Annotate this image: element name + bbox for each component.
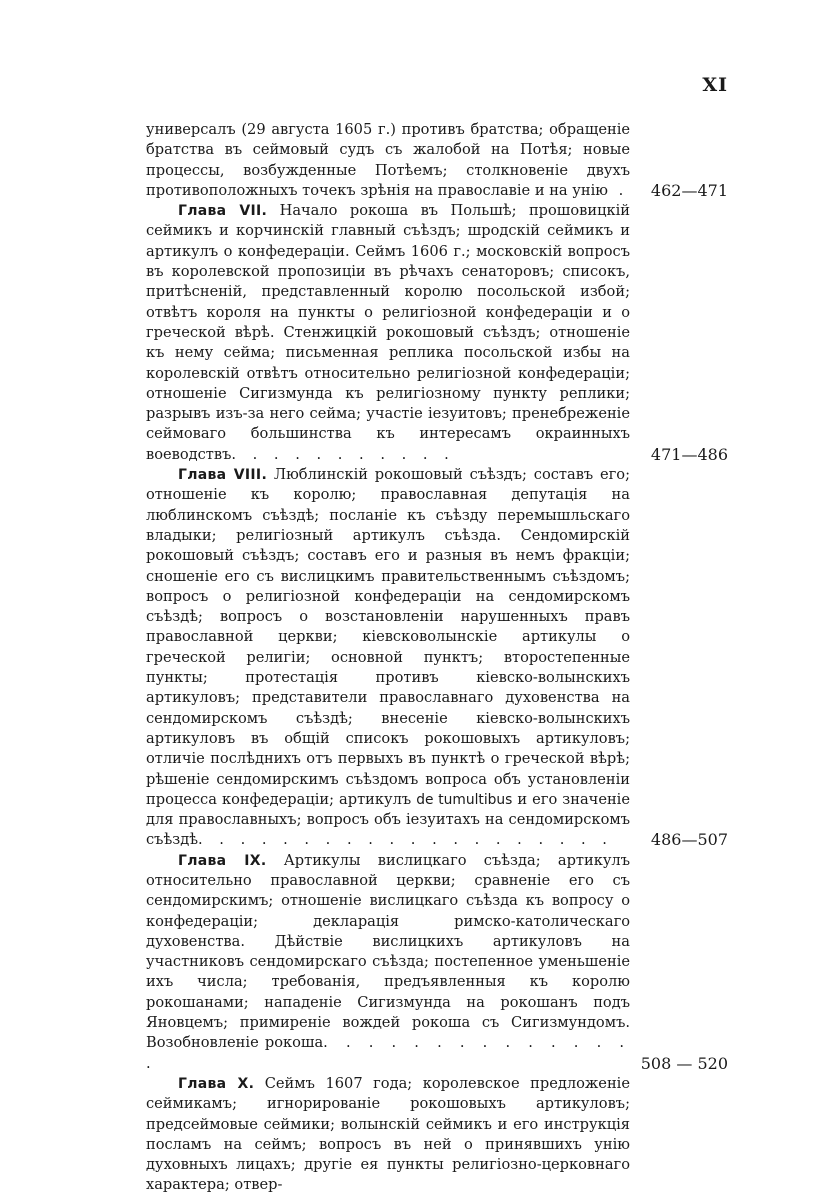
dot-leaders: . . . . . . . . . . . . . . . xyxy=(146,1034,630,1072)
entry-body-continued: и его значеніе для православныхъ; вопросъ объ іезуитахъ на сендомирскомъ съѣздѣ xyxy=(146,790,630,849)
chapter-label: Глава VII. xyxy=(178,203,268,220)
toc-entry-chapter-10 xyxy=(0,1074,840,1196)
chapter-label: Глава IX. xyxy=(178,852,267,869)
dot-leaders: . xyxy=(607,181,630,199)
table-of-contents xyxy=(0,120,840,1196)
chapter-label: Глава VIII. xyxy=(178,467,268,484)
chapter-label: Глава X. xyxy=(178,1075,255,1092)
toc-entry-chapter-9 xyxy=(0,851,840,1074)
entry-body: Начало рокоша въ Польшѣ; прошовицкій сеймикъ и корчинскій главный съѣздъ; шродскій сеймикъ и артикулъ о конфедераціи. Сеймъ 1606 г.; московскій вопросъ въ королевской пропозиціи въ рѣчахъ сенаторовъ; списокъ, притѣсненій, представленный королю посольской избой; отвѣтъ короля на пункты о религіозной конфедераціи и о греческой вѣрѣ. Стенжицкій рокошовый съѣздъ; отношеніе къ нему сейма; письменная реплика посольской избы на королевскій отвѣтъ относительно религіозной конфедераціи; отношеніе Сигизмунда къ религіозному пункту реплики; разрывъ изъ-за него сейма; участіе іезуитовъ; пренебреженіе сеймоваго большинства къ интересамъ окраинныхъ воеводствъ xyxy=(146,202,631,463)
page-number: XI xyxy=(702,74,728,96)
entry-text xyxy=(146,851,630,1074)
toc-entry-continuation xyxy=(0,120,840,201)
entry-body: универсалъ (29 августа 1605 г.) противъ братства; обращеніе братства въ сеймовый судъ съ жалобой на Потѣя; новые процессы, возбужденные Потѣемъ; столкновеніе двухъ противоположныхъ точекъ зрѣнія на православіе и на унію xyxy=(146,121,630,199)
entry-body: Люблинскій рокошовый съѣздъ; составъ его; отношеніе къ королю; православная депутація на люблинскомъ съѣздѣ; посланіе къ съѣзду перемышльскаго владыки; религіозный артикулъ съѣзда. Сендомирскій рокошовый съѣздъ; составъ его и разныя въ немъ фракціи; сношеніе его съ вислицкимъ правительственнымъ съѣздомъ; вопросъ о религіозной конфедераціи на сендомирскомъ съѣздѣ; вопросъ о возстановленіи нарушенныхъ правъ православной церкви; кіевсковолынскіе артикулы о греческой религіи; основной пунктъ; второстепенные пункты; протестація противъ кіевско-волынскихъ артикуловъ; представители православнаго духовенства на сендомирскомъ съѣздѣ; внесеніе кіевско-волынскихъ артикуловъ въ общій списокъ рокошовыхъ артикуловъ; отличіе послѣднихъ отъ первыхъ въ пунктѣ о греческой вѣрѣ; рѣшеніе сендомирскимъ съѣздомъ вопроса объ установленіи процесса конфедераціи; артикулъ xyxy=(146,466,631,808)
toc-entry-chapter-7 xyxy=(0,201,840,465)
entry-text xyxy=(146,201,630,465)
page-range: 508 — 520 xyxy=(640,1053,728,1073)
page-range: 486—507 xyxy=(650,830,728,850)
entry-body: Артикулы вислицкаго съѣзда; артикулъ относительно православной церкви; сравненіе его съ сендомирскимъ; отношеніе вислицкаго съѣзда къ вопросу о конфедераціи; декларація римско-католическаго духовенства. Дѣйствіе вислицкихъ артикуловъ на участниковъ сендомирскаго съѣзда; постепенное уменьшеніе ихъ числа; требованія, предъявленныя къ королю рокошанами; нападеніе Сигизмунда на рокошанъ подъ Яновцемъ; примиреніе вождей рокоша съ Сигизмундомъ. Возобновленіе рокоша xyxy=(146,851,630,1052)
latin-term: de tumultibus xyxy=(416,791,513,808)
entry-text xyxy=(146,120,630,201)
entry-text xyxy=(146,1074,630,1196)
page-range: 462—471 xyxy=(650,180,728,200)
entry-body: Сеймъ 1607 года; королевское предложеніе сеймикамъ; игнорированіе рокошовыхъ артикуловъ; предсеймовые сеймики; волынскій сеймикъ и его инструкція посламъ на сеймъ; вопросъ въ ней о принявшихъ унію духовныхъ лицахъ; другіе ея пункты религіозно-церковнаго характера; отвер- xyxy=(146,1074,630,1194)
toc-entry-chapter-8 xyxy=(0,465,840,851)
entry-text xyxy=(146,465,630,851)
page-range: 471—486 xyxy=(650,444,728,464)
dot-leaders: . . . . . . . . . . . xyxy=(231,445,455,463)
dot-leaders: . . . . . . . . . . . . . . . . . . . . xyxy=(198,831,613,849)
